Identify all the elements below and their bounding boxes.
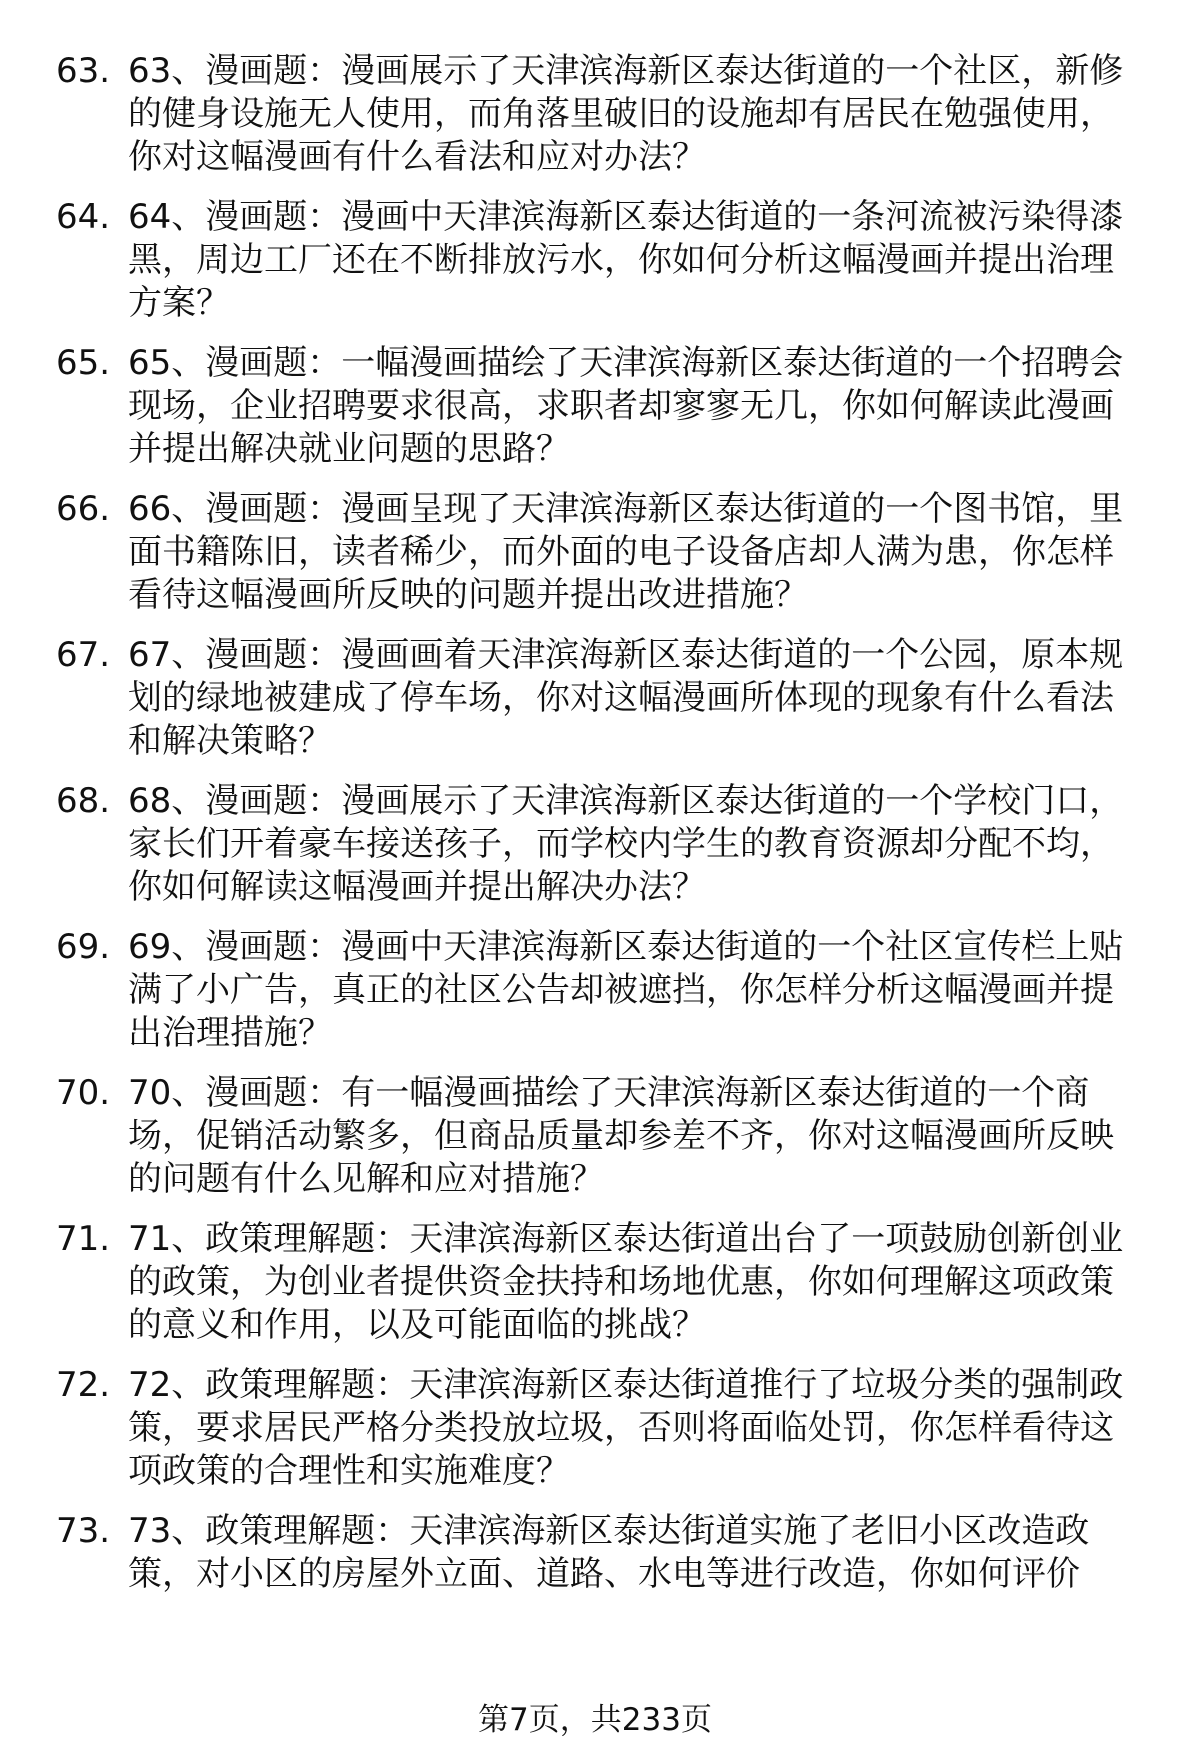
question-text: 70、漫画题：有一幅漫画描绘了天津滨海新区泰达街道的一个商场，促销活动繁多，但商品质量却参差不齐，你对这幅漫画所反映的问题有什么见解和应对措施？ xyxy=(128,1073,1114,1199)
list-item xyxy=(56,1510,1146,1596)
page-number-footer: 第7页，共233页 xyxy=(478,1702,712,1738)
list-item xyxy=(56,1364,1146,1493)
question-number: 69. xyxy=(56,927,111,967)
list-item xyxy=(56,1072,1146,1201)
question-number: 72. xyxy=(56,1365,111,1405)
list-item xyxy=(56,50,1146,179)
question-text: 71、政策理解题：天津滨海新区泰达街道出台了一项鼓励创新创业的政策，为创业者提供资金扶持和场地优惠，你如何理解这项政策的意义和作用，以及可能面临的挑战？ xyxy=(128,1219,1124,1345)
question-number: 67. xyxy=(56,635,111,675)
question-number: 68. xyxy=(56,781,111,821)
question-text: 63、漫画题：漫画展示了天津滨海新区泰达街道的一个社区，新修的健身设施无人使用，而角落里破旧的设施却有居民在勉强使用，你对这幅漫画有什么看法和应对办法？ xyxy=(128,51,1124,177)
question-text: 66、漫画题：漫画呈现了天津滨海新区泰达街道的一个图书馆，里面书籍陈旧，读者稀少，而外面的电子设备店却人满为患，你怎样看待这幅漫画所反映的问题并提出改进措施？ xyxy=(128,489,1124,615)
list-item xyxy=(56,634,1146,763)
question-text: 67、漫画题：漫画画着天津滨海新区泰达街道的一个公园，原本规划的绿地被建成了停车场，你对这幅漫画所体现的现象有什么看法和解决策略？ xyxy=(128,635,1124,761)
list-item xyxy=(56,1218,1146,1347)
list-item xyxy=(56,926,1146,1055)
list-item xyxy=(56,196,1146,325)
question-number: 64. xyxy=(56,197,111,237)
list-item xyxy=(56,488,1146,617)
question-text: 68、漫画题：漫画展示了天津滨海新区泰达街道的一个学校门口，家长们开着豪车接送孩子，而学校内学生的教育资源却分配不均，你如何解读这幅漫画并提出解决办法？ xyxy=(128,781,1124,907)
list-item xyxy=(56,780,1146,909)
question-text: 64、漫画题：漫画中天津滨海新区泰达街道的一条河流被污染得漆黑，周边工厂还在不断排放污水，你如何分析这幅漫画并提出治理方案？ xyxy=(128,197,1124,323)
question-text: 69、漫画题：漫画中天津滨海新区泰达街道的一个社区宣传栏上贴满了小广告，真正的社区公告却被遮挡，你怎样分析这幅漫画并提出治理措施？ xyxy=(128,927,1124,1053)
question-text: 72、政策理解题：天津滨海新区泰达街道推行了垃圾分类的强制政策，要求居民严格分类投放垃圾，否则将面临处罚，你怎样看待这项政策的合理性和实施难度？ xyxy=(128,1365,1124,1491)
list-item xyxy=(56,342,1146,471)
question-number: 73. xyxy=(56,1511,111,1551)
question-number: 63. xyxy=(56,51,111,91)
question-text: 73、政策理解题：天津滨海新区泰达街道实施了老旧小区改造政策，对小区的房屋外立面、道路、水电等进行改造，你如何评价 xyxy=(128,1511,1090,1594)
question-list xyxy=(56,50,1146,1613)
question-number: 70. xyxy=(56,1073,111,1113)
question-number: 65. xyxy=(56,343,111,383)
question-text: 65、漫画题：一幅漫画描绘了天津滨海新区泰达街道的一个招聘会现场，企业招聘要求很高，求职者却寥寥无几，你如何解读此漫画并提出解决就业问题的思路？ xyxy=(128,343,1124,469)
question-number: 71. xyxy=(56,1219,111,1259)
question-number: 66. xyxy=(56,489,111,529)
